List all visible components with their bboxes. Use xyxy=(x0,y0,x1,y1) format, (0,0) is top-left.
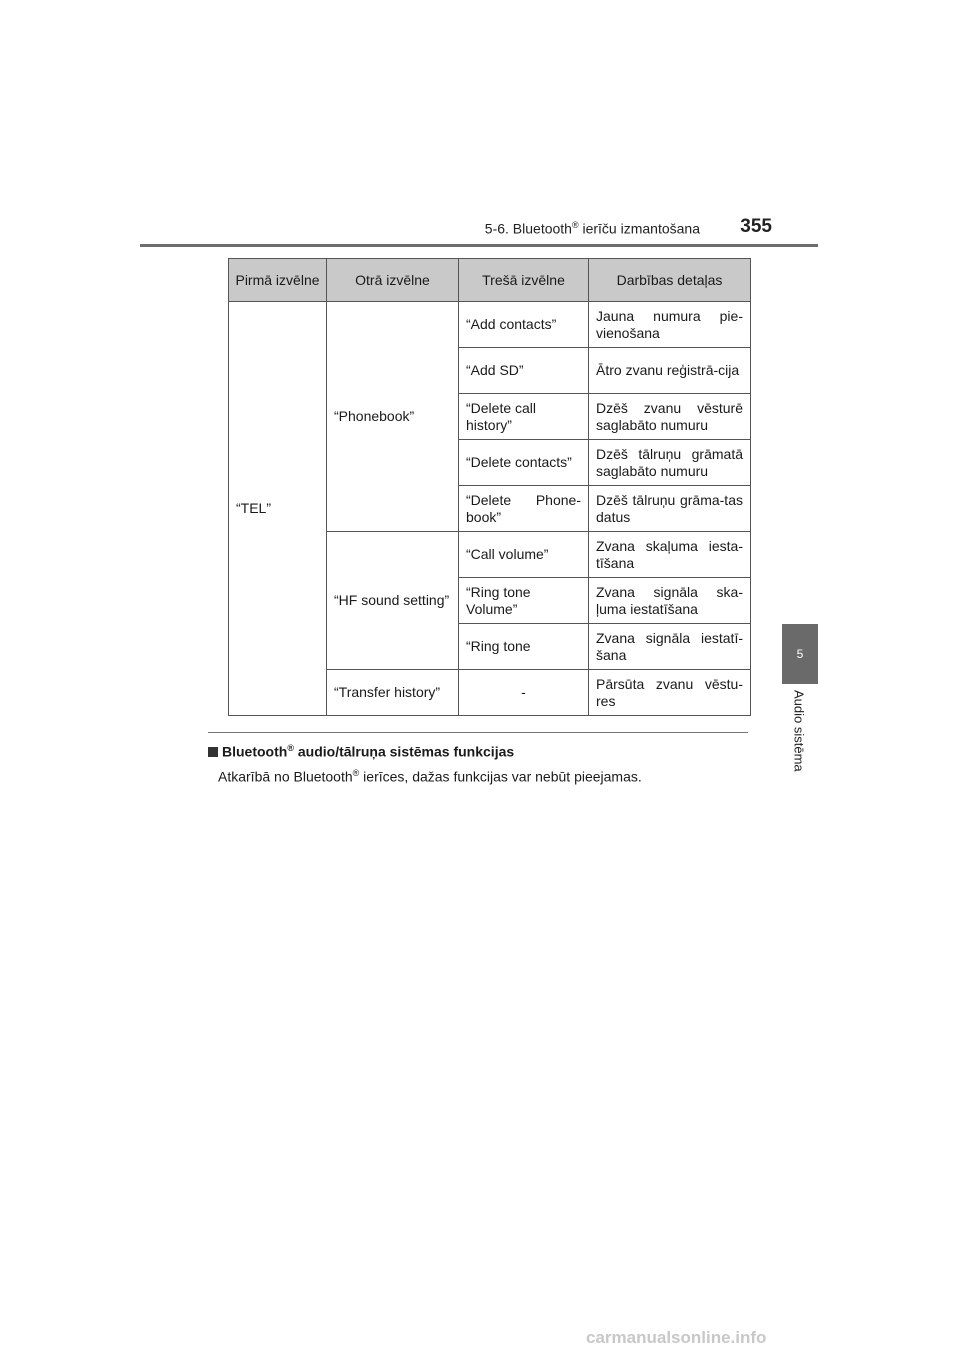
page-number: 355 xyxy=(740,216,772,237)
third-menu-cell: “Delete call history” xyxy=(459,394,589,440)
title-text-suffix: ierīču izmantošana xyxy=(578,220,700,237)
third-menu-cell: “Add contacts” xyxy=(459,302,589,348)
detail-cell: Jauna numura pie-vienošana xyxy=(589,302,751,348)
heading-text-suffix: audio/tālruņa sistēmas funkcijas xyxy=(293,743,515,760)
header-second-menu: Otrā izvēlne xyxy=(327,259,459,302)
chapter-label: Audio sistēma xyxy=(791,690,807,772)
third-menu-cell: “Add SD” xyxy=(459,348,589,394)
square-bullet-icon xyxy=(208,747,218,757)
watermark: carmanualsonline.info xyxy=(586,1328,767,1347)
registered-mark: ® xyxy=(571,220,579,230)
third-menu-cell: “Ring tone xyxy=(459,624,589,670)
third-menu-cell: - xyxy=(459,670,589,716)
bluetooth-functions-section xyxy=(208,732,748,786)
menu-table xyxy=(228,258,751,716)
body-text-suffix: ierīces, dažas funkcijas var nebūt pieejamas. xyxy=(359,768,642,785)
section-heading xyxy=(208,737,748,763)
detail-cell: Ātro zvanu reģistrā-cija xyxy=(589,348,751,394)
detail-cell: Zvana signāla ska-ļuma iestatīšana xyxy=(589,578,751,624)
registered-mark: ® xyxy=(352,767,360,778)
detail-cell: Pārsūta zvanu vēstu-res xyxy=(589,670,751,716)
detail-cell: Dzēš zvanu vēsturē saglabāto numuru xyxy=(589,394,751,440)
detail-cell: Dzēš tālruņu grāmatā saglabāto numuru xyxy=(589,440,751,486)
first-menu-cell: “TEL” xyxy=(229,302,327,716)
detail-cell: Zvana signāla iestatī-šana xyxy=(589,624,751,670)
title-text: 5-6. Bluetooth xyxy=(484,220,572,237)
third-menu-cell: “Delete Phone-book” xyxy=(459,486,589,532)
page-header xyxy=(140,214,818,247)
header-third-menu: Trešā izvēlne xyxy=(459,259,589,302)
second-menu-cell: “Transfer history” xyxy=(327,670,459,716)
chapter-tab: 5 xyxy=(782,624,818,684)
section-title xyxy=(485,220,700,237)
table-header-row xyxy=(229,259,751,302)
second-menu-cell: “Phonebook” xyxy=(327,302,459,532)
header-details: Darbības detaļas xyxy=(589,259,751,302)
table-row xyxy=(229,302,751,348)
detail-cell: Zvana skaļuma iesta-tīšana xyxy=(589,532,751,578)
section-body xyxy=(208,763,748,787)
registered-mark: ® xyxy=(287,743,294,753)
heading-text: Bluetooth xyxy=(222,743,288,760)
third-menu-cell: “Call volume” xyxy=(459,532,589,578)
detail-cell: Dzēš tālruņu grāma-tas datus xyxy=(589,486,751,532)
body-text: Atkarībā no Bluetooth xyxy=(218,768,353,785)
third-menu-cell: “Delete contacts” xyxy=(459,440,589,486)
header-first-menu: Pirmā izvēlne xyxy=(229,259,327,302)
second-menu-cell: “HF sound setting” xyxy=(327,532,459,670)
third-menu-cell: “Ring tone Volume” xyxy=(459,578,589,624)
